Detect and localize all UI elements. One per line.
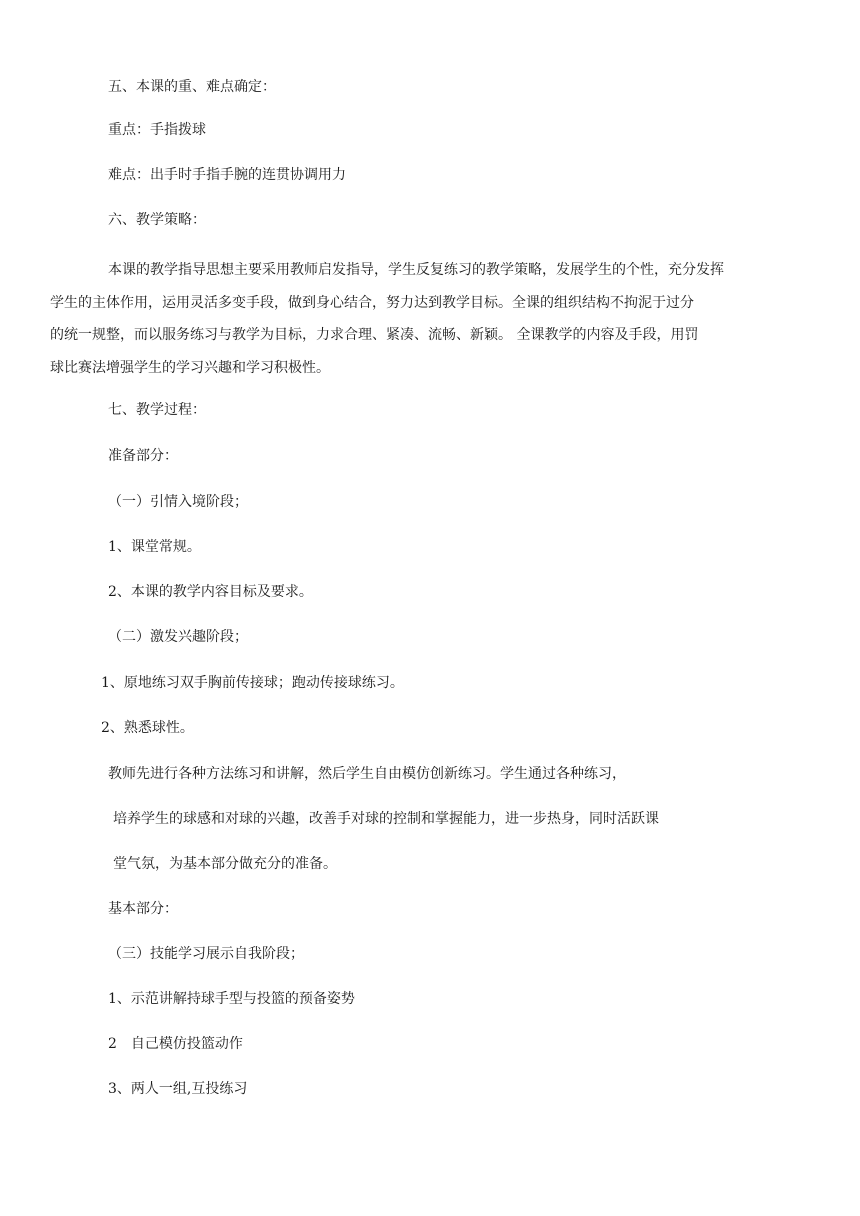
stage-heading: （一）引情入境阶段； xyxy=(108,494,248,510)
strategy-line: 本课的教学指导思想主要采用教师启发指导，学生反复练习的教学策略，发展学生的个性，充分发挥 xyxy=(108,262,724,278)
list-item: 1、示范讲解持球手型与投篮的预备姿势 xyxy=(108,991,355,1007)
difficulty-line: 难点：出手时手指手腕的连贯协调用力 xyxy=(108,167,346,183)
list-item: 3、两人一组,互投练习 xyxy=(108,1081,248,1097)
list-item: 1、原地练习双手胸前传接球；跑动传接球练习。 xyxy=(101,675,404,691)
body-text-line: 教师先进行各种方法练习和讲解，然后学生自由模仿创新练习。学生通过各种练习， xyxy=(108,766,626,782)
section-heading-key-points: 五、本课的重、难点确定： xyxy=(108,79,276,95)
strategy-line: 学生的主体作用，运用灵活多变手段，做到身心结合，努力达到教学目标。全课的组织结构不拘泥于过分 xyxy=(50,294,694,311)
list-item: 2、熟悉球性。 xyxy=(101,720,194,736)
stage-heading: （二）激发兴趣阶段； xyxy=(108,629,248,645)
prep-part-heading: 准备部分： xyxy=(108,448,178,464)
strategy-line: 的统一规整，而以服务练习与教学为目标，力求合理、紧凑、流畅、新颖。 全课教学的内容及手段，用罚 xyxy=(50,327,699,343)
body-text-line: 培养学生的球感和对球的兴趣，改善手对球的控制和掌握能力，进一步热身，同时活跃课 xyxy=(113,811,659,827)
strategy-line: 球比赛法增强学生的学习兴趣和学习积极性。 xyxy=(50,359,330,376)
strategy-paragraph xyxy=(50,254,768,384)
list-item: 1、课堂常规。 xyxy=(108,539,201,555)
key-point-line: 重点：手指拨球 xyxy=(108,122,206,138)
list-item: 2 自己模仿投篮动作 xyxy=(108,1036,243,1052)
stage-heading: （三）技能学习展示自我阶段； xyxy=(108,946,304,962)
section-heading-strategy: 六、教学策略： xyxy=(108,212,206,228)
list-item: 2、本课的教学内容目标及要求。 xyxy=(108,584,313,600)
body-text-line: 堂气氛，为基本部分做充分的准备。 xyxy=(113,856,337,872)
basic-part-heading: 基本部分： xyxy=(108,901,178,917)
section-heading-process: 七、教学过程： xyxy=(108,402,206,418)
